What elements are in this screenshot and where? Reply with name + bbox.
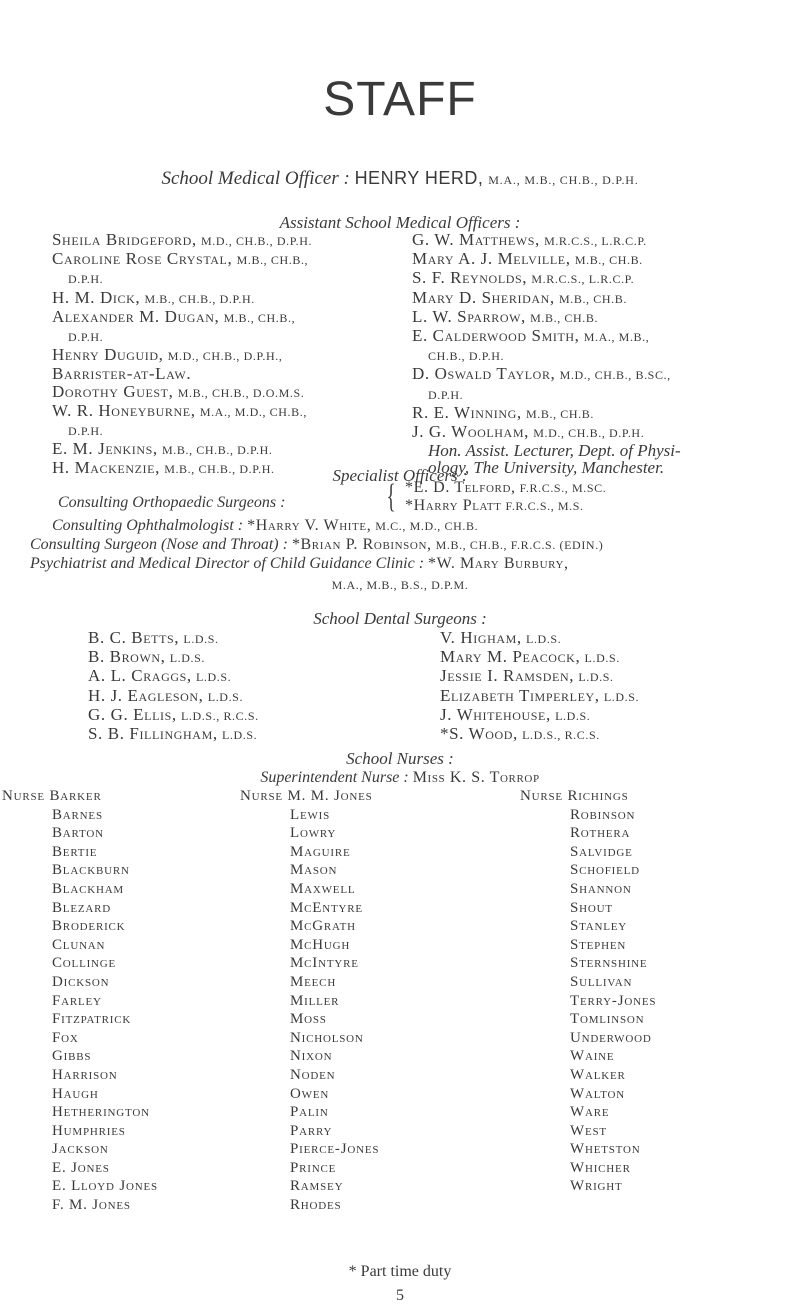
smo-role: School Medical Officer :: [161, 168, 350, 189]
school-medical-officer: [0, 168, 800, 190]
staff-entry: [412, 327, 782, 346]
woolham-note-line2: ology, The University, Manchester.: [428, 458, 665, 478]
staff-entry: [52, 383, 382, 402]
staff-entry: [412, 289, 782, 308]
nurse-name: Waine: [570, 1048, 615, 1065]
nurse-name: Palin: [290, 1104, 329, 1121]
staff-entry: [440, 648, 780, 667]
staff-qualifications: L.D.S.: [207, 689, 244, 704]
nurse-name: Parry: [290, 1122, 333, 1139]
staff-qualifications: M.R.C.S., L.R.C.P.: [544, 234, 647, 248]
staff-qualifications: M.A., M.B.,: [583, 330, 650, 345]
staff-entry: [88, 706, 388, 725]
staff-name: E. M. Jenkins,: [52, 439, 158, 459]
specialist-heading: Specialist Officers :: [332, 466, 468, 485]
nurse-name: E. Lloyd Jones: [52, 1178, 158, 1195]
staff-name: S. B. Fillingham,: [88, 724, 218, 744]
staff-entry: [440, 629, 780, 648]
ortho-surgeon-2: *Harry Platt F.R.C.S., M.S.: [405, 497, 584, 514]
staff-entry: [52, 327, 382, 346]
nurse-name: Barnes: [52, 806, 103, 823]
nurse-name: Salvidge: [570, 843, 633, 860]
staff-qualifications: M.B., CH.B.: [558, 291, 627, 306]
staff-entry: [52, 231, 382, 250]
staff-name: W. R. Honeyburne,: [52, 400, 196, 420]
nurse-name: McHugh: [290, 936, 351, 953]
nurse-name: Stanley: [570, 918, 628, 935]
staff-entry: [412, 365, 782, 384]
nurse-name: Wright: [570, 1178, 623, 1195]
staff-qualifications: L.D.S.: [169, 651, 206, 666]
staff-qualifications: L.D.S.: [584, 651, 620, 666]
staff-qualifications: M.A., M.D., CH.B.,: [199, 404, 307, 419]
staff-entry: [88, 629, 388, 648]
staff-name: G. W. Matthews,: [412, 230, 540, 249]
nurse-name: Pierce-Jones: [290, 1141, 380, 1158]
staff-qualifications: L.D.S.: [603, 689, 640, 704]
nurse-name: Sullivan: [570, 973, 633, 990]
nurse-name: Maguire: [290, 843, 351, 860]
staff-qualifications: M.B., CH.B.,: [223, 310, 296, 325]
staff-qualifications: L.D.S.: [526, 632, 562, 646]
nurse-name: Miller: [290, 992, 340, 1009]
staff-qualifications: M.B., CH.B., D.P.H.: [164, 462, 275, 477]
superintendent-nurse: Superintendent Nurse : Miss K. S. Torrop: [260, 769, 540, 786]
nurse-name: Blezard: [52, 899, 111, 916]
staff-name: *S. Wood,: [440, 724, 518, 744]
nurse-name: Humphries: [52, 1122, 126, 1139]
nurse-name: F. M. Jones: [52, 1197, 131, 1214]
staff-name: Alexander M. Dugan,: [52, 306, 220, 326]
staff-entry: [412, 404, 782, 423]
staff-entry: [88, 687, 388, 706]
staff-name: H. Mackenzie,: [52, 458, 160, 478]
staff-qualifications: M.D., CH.B., D.P.H.: [201, 234, 313, 248]
nurse-name: Nixon: [290, 1048, 333, 1065]
nurse-name: McGrath: [290, 918, 356, 935]
psychiatrist: Psychiatrist and Medical Director of Child Guidance Clinic : *W. Mary Burbury,: [30, 555, 569, 572]
staff-name: R. E. Winning,: [412, 402, 522, 422]
staff-entry: [52, 421, 382, 440]
staff-qualifications: L.D.S.: [221, 728, 258, 743]
nurse-name: Lowry: [290, 825, 337, 842]
staff-qualifications: D.P.H.: [68, 272, 104, 287]
smo-name: HENRY HERD,: [354, 168, 484, 188]
staff-qualifications: M.B., CH.B., D.P.H.: [162, 443, 273, 458]
nurse-name: Lewis: [290, 806, 331, 823]
staff-name: Barrister-at-Law.: [52, 364, 192, 384]
ortho-surgeon-1: *E. D. Telford, F.R.C.S., M.SC.: [405, 479, 607, 496]
assistant-right-column: [412, 231, 782, 477]
staff-name: Sheila Bridgeford,: [52, 230, 197, 249]
nurse-name: Whicher: [570, 1159, 631, 1176]
nurse-name: Fitzpatrick: [52, 1011, 132, 1028]
staff-name: J. Whitehouse,: [440, 704, 551, 724]
staff-name: G. G. Ellis,: [88, 704, 177, 724]
staff-qualifications: M.D., CH.B., B.SC.,: [559, 368, 671, 383]
staff-qualifications: M.D., CH.B., D.P.H.: [533, 426, 645, 441]
staff-name: B. C. Betts,: [88, 628, 180, 647]
nurse-name: Whetston: [570, 1141, 641, 1158]
staff-qualifications: L.D.S.: [555, 708, 591, 723]
page-title: STAFF: [323, 73, 477, 126]
ortho-role: Consulting Orthopaedic Surgeons :: [58, 494, 286, 511]
nurse-name: E. Jones: [52, 1159, 110, 1176]
nurse-column-3: [520, 787, 656, 1196]
staff-entry: [52, 289, 382, 308]
staff-qualifications: M.B., CH.B.,: [236, 253, 309, 268]
staff-entry: [412, 250, 782, 269]
nurse-name: Blackham: [52, 880, 125, 897]
nurse-name: Mason: [290, 862, 338, 879]
nurse-name: Shout: [570, 899, 613, 916]
ophthalmologist: Consulting Ophthalmologist : *Harry V. White, M.C., M.D., CH.B.: [52, 517, 479, 534]
staff-qualifications: L.D.S., R.C.S.: [522, 728, 600, 743]
staff-entry: [440, 706, 780, 725]
nurse-name: Hetherington: [52, 1104, 150, 1121]
staff-qualifications: CH.B., D.P.H.: [428, 349, 505, 364]
staff-name: E. Calderwood Smith,: [412, 326, 580, 346]
woolham-note-line1: Hon. Assist. Lecturer, Dept. of Physi-: [428, 441, 681, 461]
staff-entry: [88, 667, 388, 686]
nurse-name: Nurse Barker: [2, 788, 102, 804]
nurse-name: Blackburn: [52, 862, 130, 879]
nurse-name: Owen: [290, 1085, 330, 1102]
staff-name: Mary M. Peacock,: [440, 647, 581, 667]
staff-entry: [412, 346, 782, 365]
nurse-name: Nurse Richings: [520, 788, 629, 804]
page-number: 5: [396, 1287, 404, 1304]
staff-qualifications: L.D.S.: [183, 632, 219, 646]
staff-name: H. M. Dick,: [52, 287, 141, 307]
staff-entry: [412, 423, 782, 442]
nurse-name: Fox: [52, 1029, 79, 1046]
staff-qualifications: D.P.H.: [68, 330, 104, 345]
nurse-name: Clunan: [52, 936, 106, 953]
staff-qualifications: L.D.S., R.C.S.: [180, 708, 259, 723]
staff-qualifications: L.D.S.: [195, 670, 232, 685]
staff-entry: [412, 385, 782, 404]
nurse-column-2: [240, 787, 379, 1215]
nurse-name: Collinge: [52, 955, 117, 972]
nurse-name: McIntyre: [290, 955, 359, 972]
staff-name: H. J. Eagleson,: [88, 685, 204, 705]
staff-name: Mary D. Sheridan,: [412, 287, 555, 307]
staff-entry: [52, 308, 382, 327]
nurse-name: Rhodes: [290, 1197, 342, 1214]
nurse-name: Ware: [570, 1104, 610, 1121]
ent-surgeon: Consulting Surgeon (Nose and Throat) : *Brian P. Robinson, M.B., CH.B., F.R.C.S. (EDIN.): [30, 536, 604, 553]
staff-qualifications: L.D.S.: [578, 670, 614, 685]
nurse-name: Nicholson: [290, 1029, 364, 1046]
staff-qualifications: M.B., CH.B.: [530, 310, 599, 325]
nurse-name: Stephen: [570, 936, 627, 953]
nurse-name: Prince: [290, 1159, 337, 1176]
staff-entry: [52, 346, 382, 365]
staff-entry: [412, 231, 782, 250]
nurses-heading: School Nurses :: [346, 749, 454, 768]
staff-entry: [88, 648, 388, 667]
nurse-name: Harrison: [52, 1066, 118, 1083]
staff-qualifications: M.B., CH.B., D.O.M.S.: [177, 385, 305, 400]
staff-qualifications: D.P.H.: [68, 424, 104, 439]
staff-name: Elizabeth Timperley,: [440, 685, 600, 705]
nurse-name: Ramsey: [290, 1178, 344, 1195]
staff-qualifications: D.P.H.: [428, 387, 464, 402]
nurse-name: Walker: [570, 1066, 626, 1083]
staff-qualifications: M.B., CH.B.: [574, 253, 643, 268]
nurse-name: Nurse M. M. Jones: [240, 788, 373, 804]
staff-entry: [440, 687, 780, 706]
staff-name: Jessie I. Ramsden,: [440, 666, 575, 686]
staff-name: Henry Duguid,: [52, 345, 164, 365]
staff-qualifications: M.D., CH.B., D.P.H.,: [167, 349, 283, 364]
staff-qualifications: M.B., CH.B., D.P.H.: [144, 291, 255, 306]
nurse-name: Maxwell: [290, 880, 356, 897]
nurse-name: Terry-Jones: [570, 992, 657, 1009]
staff-name: D. Oswald Taylor,: [412, 364, 556, 384]
dental-heading: School Dental Surgeons :: [313, 609, 487, 628]
staff-entry: [88, 725, 388, 744]
nurse-name: Barton: [52, 825, 104, 842]
dental-left-column: [88, 629, 388, 744]
nurse-name: Moss: [290, 1011, 327, 1028]
nurse-column-1: [2, 787, 158, 1215]
nurse-name: McEntyre: [290, 899, 363, 916]
psychiatrist-qualifications: M.A., M.B., B.S., D.P.M.: [331, 578, 469, 592]
dental-right-column: [440, 629, 780, 744]
staff-name: Mary A. J. Melville,: [412, 249, 571, 269]
nurse-name: Schofield: [570, 862, 640, 879]
staff-qualifications: M.B., CH.B.: [526, 406, 594, 421]
staff-name: L. W. Sparrow,: [412, 306, 526, 326]
staff-name: B. Brown,: [88, 647, 166, 667]
staff-name: V. Higham,: [440, 628, 522, 647]
nurse-name: Underwood: [570, 1029, 652, 1046]
assistant-left-column: [52, 231, 382, 479]
staff-entry: [52, 402, 382, 421]
nurse-name: Robinson: [570, 806, 636, 823]
staff-name: S. F. Reynolds,: [412, 268, 528, 288]
staff-entry: [52, 365, 382, 382]
nurse-name: Broderick: [52, 918, 126, 935]
nurse-name: Meech: [290, 973, 337, 990]
footnote: * Part time duty: [348, 1263, 452, 1280]
staff-entry: [412, 269, 782, 288]
brace-icon: {: [386, 478, 396, 515]
nurse-name: Walton: [570, 1085, 626, 1102]
staff-name: Caroline Rose Crystal,: [52, 249, 233, 269]
nurse-name: Tomlinson: [570, 1011, 645, 1028]
nurse-name: Gibbs: [52, 1048, 92, 1065]
nurse-name: West: [570, 1122, 607, 1139]
nurse-name: Haugh: [52, 1085, 99, 1102]
staff-name: J. G. Woolham,: [412, 422, 529, 442]
staff-qualifications: M.R.C.S., L.R.C.P.: [531, 272, 635, 287]
nurse-name: Farley: [52, 992, 102, 1009]
nurse-name: Jackson: [52, 1141, 109, 1158]
staff-entry: [52, 250, 382, 269]
nurse-name: Dickson: [52, 973, 110, 990]
nurse-name: Rothera: [570, 825, 631, 842]
nurse-name: Noden: [290, 1066, 336, 1083]
assistant-heading: Assistant School Medical Officers :: [279, 213, 521, 232]
smo-qualifications: M.A., M.B., CH.B., D.P.H.: [488, 173, 639, 187]
nurse-name: Sternshine: [570, 955, 648, 972]
staff-entry: [52, 269, 382, 288]
staff-entry: [440, 725, 780, 744]
nurse-name: Bertie: [52, 843, 98, 860]
staff-entry: [440, 667, 780, 686]
staff-entry: [412, 308, 782, 327]
staff-entry: [52, 440, 382, 459]
staff-name: Dorothy Guest,: [52, 381, 174, 401]
staff-name: A. L. Craggs,: [88, 666, 192, 686]
nurse-name: Shannon: [570, 880, 632, 897]
